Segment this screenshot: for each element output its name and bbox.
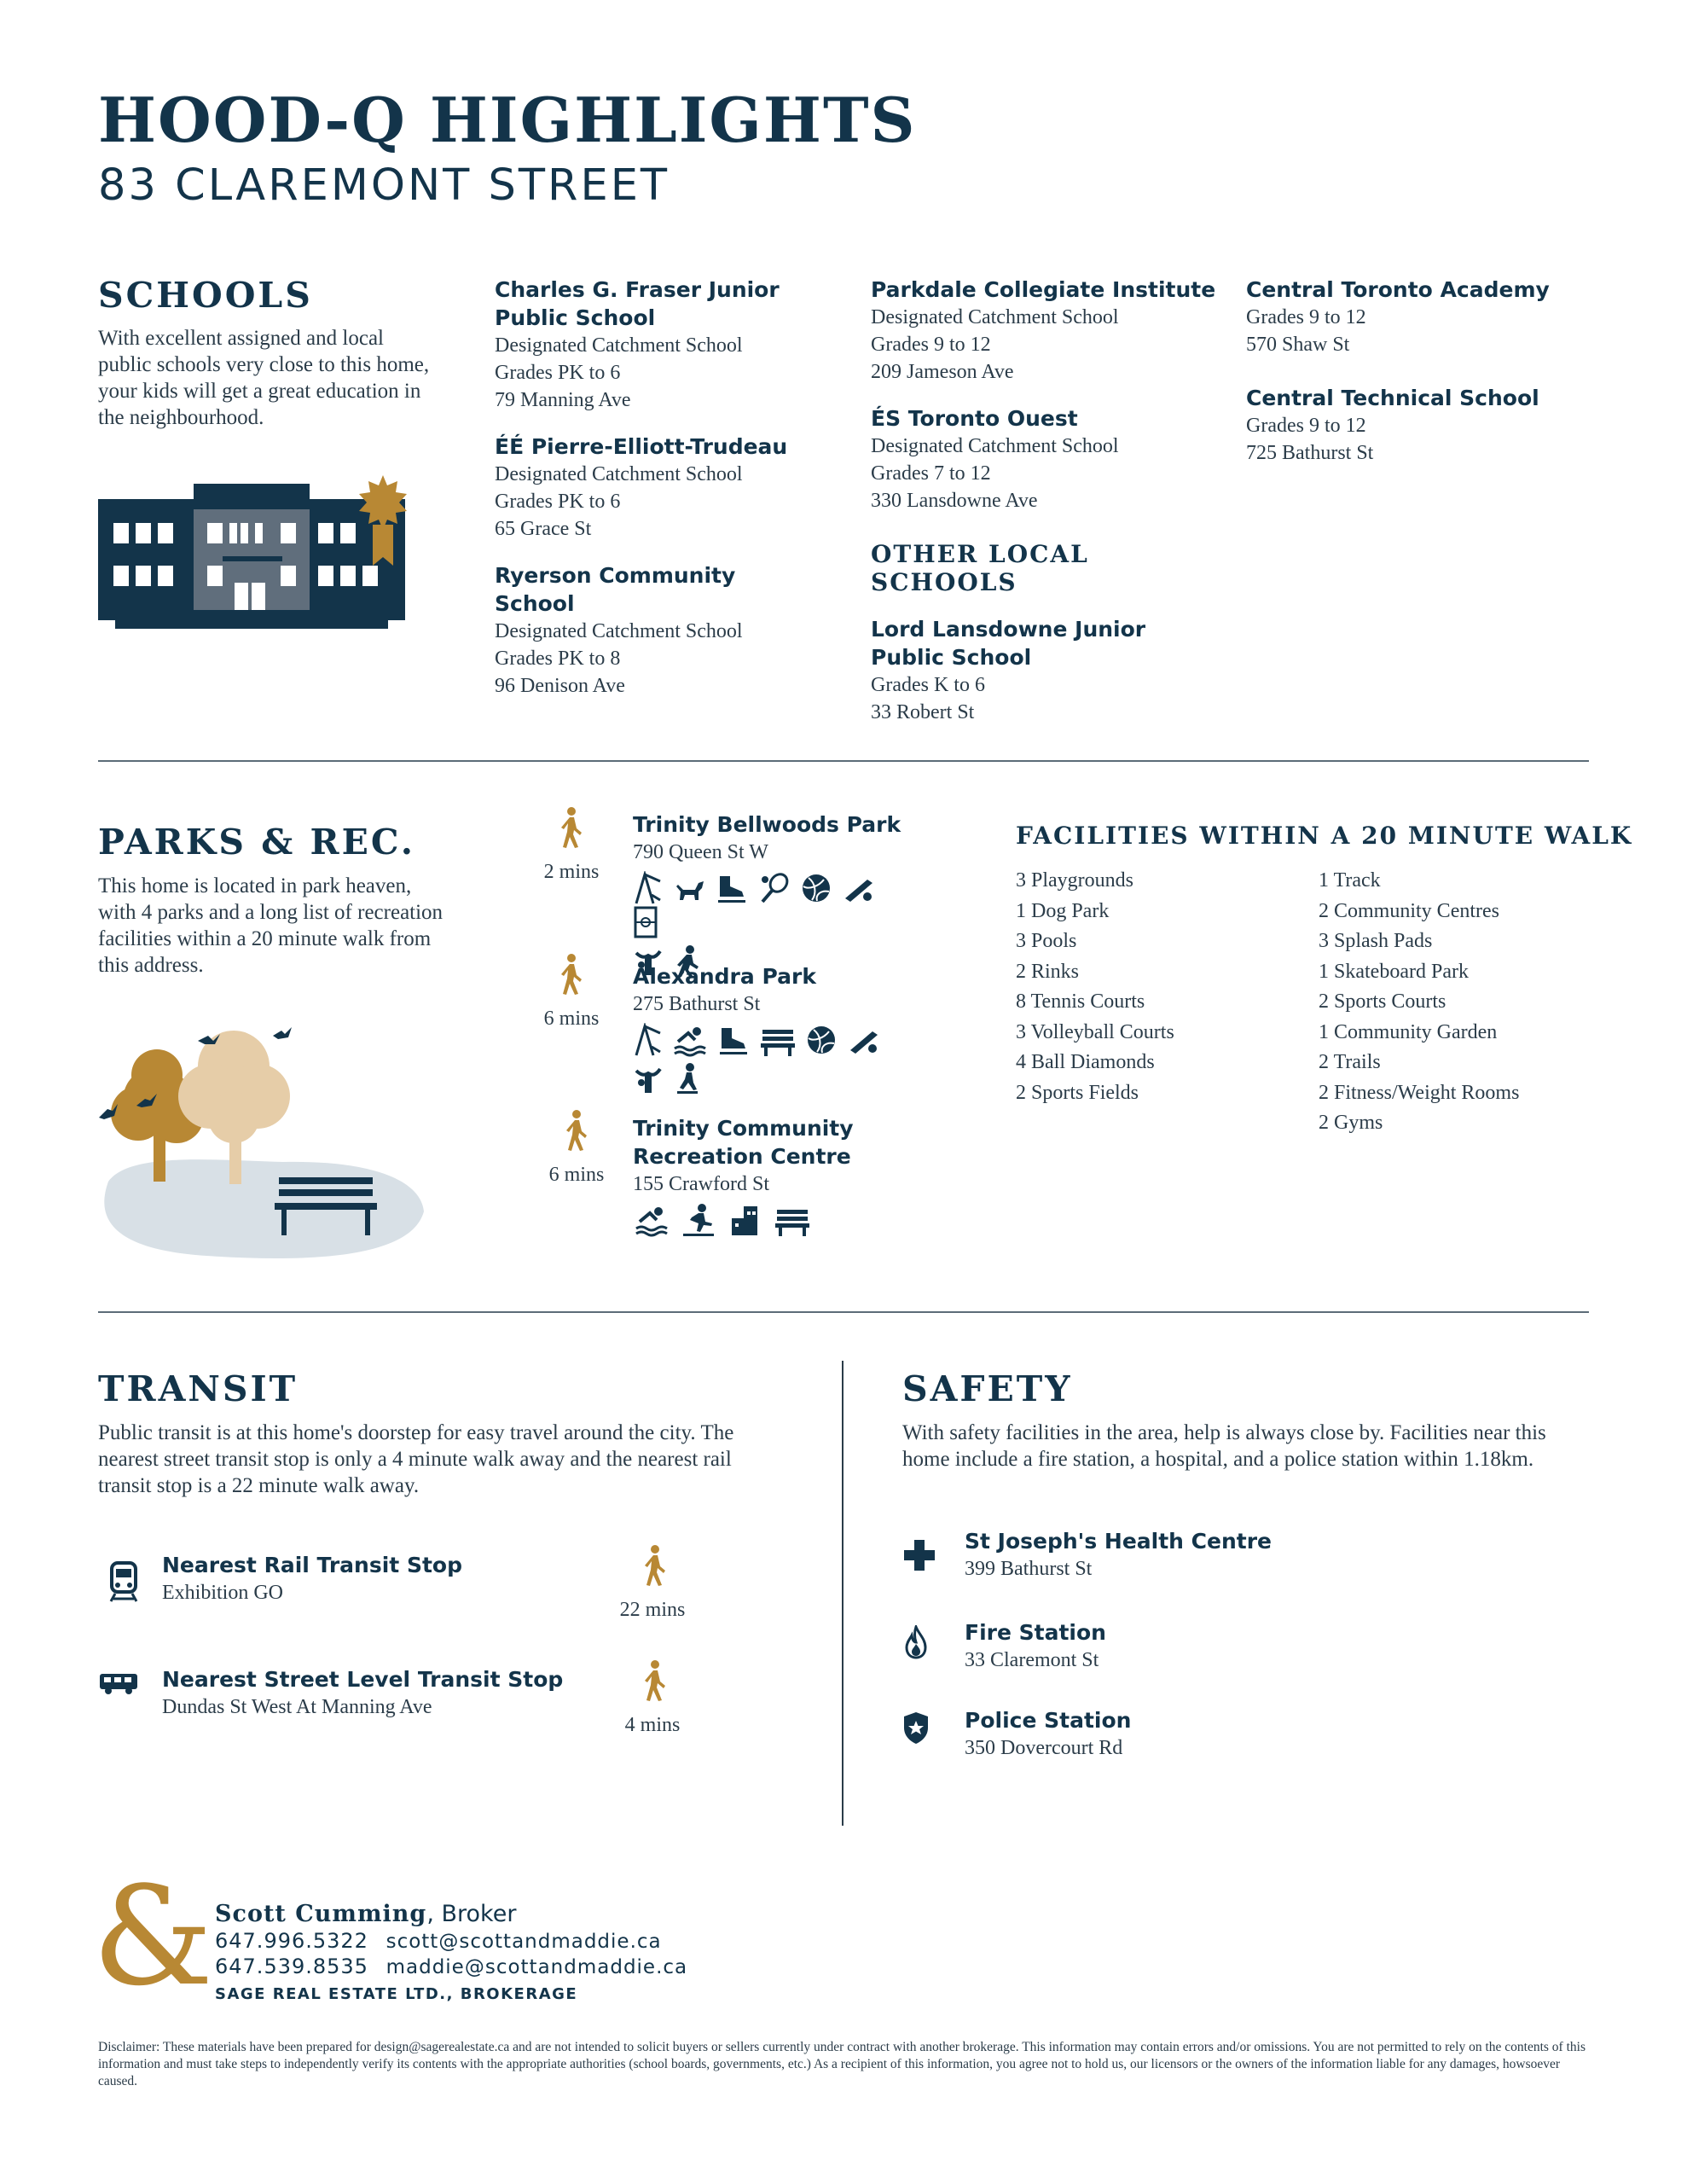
school-designation: Designated Catchment School	[871, 435, 1119, 457]
school-grades: Grades 7 to 12	[871, 462, 991, 485]
skating-rink-icon	[716, 1023, 751, 1057]
page-title: HOOD-Q HIGHLIGHTS	[98, 84, 917, 156]
tennis-icon	[758, 871, 791, 905]
facility-item: 8 Tennis Courts	[1016, 990, 1145, 1013]
amenity-icons	[633, 1023, 914, 1057]
facilities-list-right	[1319, 866, 1591, 1139]
facility-item: 1 Track	[1319, 869, 1381, 892]
facility-item: 1 Skateboard Park	[1319, 960, 1469, 983]
facilities-heading: FACILITIES WITHIN A 20 MINUTE WALK	[1016, 822, 1633, 850]
schools-column-1	[495, 276, 819, 700]
transit-stop-name: Dundas St West At Manning Ave	[162, 1696, 432, 1718]
agent-title: , Broker	[426, 1901, 517, 1927]
agent-name-line	[215, 1901, 687, 1927]
playground-icon	[633, 871, 664, 905]
transit-stop-name: Exhibition GO	[162, 1582, 283, 1604]
safety-place-name: St Joseph's Health Centre	[965, 1529, 1272, 1554]
school-name: Ryerson Community School	[495, 563, 736, 616]
facility-item: 3 Pools	[1016, 930, 1077, 952]
safety-place	[965, 1706, 1131, 1762]
school-grades: Grades PK to 6	[495, 491, 621, 513]
park-name: Alexandra Park	[633, 964, 816, 989]
school-address: 330 Lansdowne Ave	[871, 490, 1038, 512]
facility-item: 2 Rinks	[1016, 960, 1080, 983]
parks-heading: PARKS & REC.	[98, 822, 416, 863]
email-link[interactable]: scott@scottandmaddie.ca	[386, 1931, 662, 1953]
facility-item: 2 Sports Fields	[1016, 1081, 1139, 1104]
park-address: 275 Bathurst St	[633, 993, 761, 1015]
schools-column-2	[871, 276, 1229, 726]
fire-icon	[905, 1625, 927, 1659]
section-divider	[98, 760, 1589, 762]
volleyball-icon	[800, 871, 832, 905]
walking-person-icon	[556, 953, 585, 997]
fitness-icon	[680, 1203, 717, 1237]
park-address: 155 Crawford St	[633, 1173, 769, 1195]
school-entry	[871, 404, 1229, 514]
school-entry	[495, 561, 819, 700]
school-designation: Designated Catchment School	[495, 620, 743, 642]
facility-item: 4 Ball Diamonds	[1016, 1051, 1155, 1073]
transit-heading: TRANSIT	[98, 1368, 299, 1409]
school-designation: Designated Catchment School	[495, 463, 743, 485]
agent-contact	[215, 1901, 687, 2003]
safety-place-name: Fire Station	[965, 1620, 1106, 1645]
safety-place	[965, 1618, 1106, 1674]
other-schools-heading: OTHER LOCAL SCHOOLS	[871, 540, 1089, 596]
transit-description: Public transit is at this home's doorstep for easy travel around the city. The nearest street transit stop is only a 4 minute walk away and the nearest rail transit stop is a 22 minute walk away.	[98, 1421, 734, 1497]
bench-icon	[760, 1023, 796, 1057]
splash-pad-icon	[633, 1062, 665, 1096]
column-divider	[842, 1361, 844, 1826]
park-place	[633, 810, 914, 979]
section-divider	[98, 1311, 1589, 1313]
school-name: Lord Lansdowne Junior Public School	[871, 617, 1146, 670]
school-grades: Grades K to 6	[871, 674, 985, 696]
school-name: Charles G. Fraser Junior Public School	[495, 277, 780, 330]
transit-stop-label: Nearest Rail Transit Stop	[162, 1553, 462, 1577]
train-icon	[108, 1561, 139, 1602]
facility-item: 1 Dog Park	[1016, 899, 1110, 922]
bench-icon	[774, 1203, 811, 1237]
transit-stop-label: Nearest Street Level Transit Stop	[162, 1667, 564, 1692]
school-entry	[495, 433, 819, 543]
walking-person-icon	[556, 806, 585, 851]
walk-time: 2 mins	[543, 861, 600, 883]
school-name: Parkdale Collegiate Institute	[871, 277, 1216, 302]
safety-place	[965, 1527, 1272, 1583]
skateboard-icon	[675, 1062, 700, 1096]
facility-item: 1 Community Garden	[1319, 1020, 1498, 1043]
school-address: 65 Grace St	[495, 518, 592, 540]
safety-place-name: Police Station	[965, 1708, 1132, 1733]
school-name: Central Technical School	[1246, 386, 1539, 410]
community-centre-icon	[727, 1203, 764, 1237]
school-designation: Designated Catchment School	[871, 306, 1119, 328]
baseball-icon	[847, 1023, 881, 1057]
safety-place-address: 33 Claremont St	[965, 1649, 1099, 1671]
schools-heading: SCHOOLS	[98, 275, 313, 316]
schools-column-3	[1246, 276, 1587, 467]
safety-place-address: 399 Bathurst St	[965, 1558, 1093, 1580]
park-place	[633, 962, 914, 1096]
school-address: 725 Bathurst St	[1246, 442, 1374, 464]
skating-rink-icon	[715, 871, 749, 905]
sports-field-icon	[633, 905, 658, 939]
walk-time: 6 mins	[548, 1164, 605, 1186]
school-entry	[1246, 276, 1587, 358]
school-grades: Grades 9 to 12	[871, 334, 991, 356]
walking-person-icon	[640, 1544, 669, 1589]
school-name: ÉÉ Pierre-Elliott-Trudeau	[495, 434, 788, 459]
facility-item: 3 Volleyball Courts	[1016, 1020, 1174, 1043]
walking-person-icon	[640, 1659, 669, 1704]
property-address: 83 CLAREMONT STREET	[98, 160, 670, 211]
contact-line-1	[215, 1929, 687, 1953]
safety-description: With safety facilities in the area, help is always close by. Facilities near this home include a fire station, a hospital, and a police station within 1.18km.	[902, 1421, 1546, 1471]
pool-icon	[673, 1023, 707, 1057]
dog-park-icon	[673, 871, 705, 905]
phone-link[interactable]: 647.539.8535	[215, 1955, 368, 1978]
playground-icon	[633, 1023, 664, 1057]
school-entry	[495, 276, 819, 414]
school-address: 79 Manning Ave	[495, 389, 631, 411]
park-place	[633, 1114, 889, 1237]
facilities-list-left	[1016, 866, 1306, 1108]
brokerage-logo: &	[92, 1856, 214, 2016]
amenity-icons	[633, 1062, 914, 1096]
school-address: 209 Jameson Ave	[871, 361, 1014, 383]
bus-icon	[98, 1672, 139, 1696]
school-grades: Grades 9 to 12	[1246, 415, 1366, 437]
disclaimer: Disclaimer: These materials have been prepared for design@sagerealestate.ca and are not intended to solicit buyers or sellers currently under contract with another brokerage. This information may contain errors and/or omissions. You are not permitted to rely on the contents of this information and must take steps to independently verify its contents with the appropriate authorities (school boards, governments, etc.) As a recipient of this information, you agree not to hold us, our licensors or the owners of the information liable for any damages, howsoever caused.	[98, 2040, 1586, 2088]
school-grades: Grades 9 to 12	[1246, 306, 1366, 328]
walking-person-icon	[561, 1109, 590, 1153]
amenity-icons	[633, 871, 914, 939]
baseball-icon	[842, 871, 876, 905]
amenity-icons	[633, 1203, 889, 1237]
schools-description: With excellent assigned and local public schools very close to this home, your kids will get a great education in the neighbourhood.	[98, 327, 430, 429]
park-illustration	[96, 1015, 432, 1263]
school-designation: Designated Catchment School	[495, 334, 743, 357]
park-name: Trinity Community Recreation Centre	[633, 1116, 854, 1169]
school-address: 570 Shaw St	[1246, 334, 1350, 356]
school-grades: Grades PK to 6	[495, 362, 621, 384]
park-address: 790 Queen St W	[633, 841, 768, 863]
park-name: Trinity Bellwoods Park	[633, 812, 901, 837]
safety-place-address: 350 Dovercourt Rd	[965, 1737, 1123, 1759]
facility-item: 2 Community Centres	[1319, 899, 1499, 922]
school-address: 33 Robert St	[871, 701, 975, 723]
email-link[interactable]: maddie@scottandmaddie.ca	[386, 1956, 688, 1978]
volleyball-icon	[805, 1023, 838, 1057]
walk-time: 22 mins	[619, 1599, 686, 1621]
street-transit-stop	[162, 1665, 563, 1721]
facility-item: 2 Trails	[1319, 1051, 1381, 1073]
school-entry	[871, 615, 1152, 726]
phone-link[interactable]: 647.996.5322	[215, 1929, 368, 1953]
facility-item: 2 Gyms	[1319, 1112, 1383, 1134]
parks-description: This home is located in park heaven, with 4 parks and a long list of recreation facilities within a 20 minute walk from this address.	[98, 874, 443, 977]
walk-time: 4 mins	[624, 1714, 681, 1736]
safety-heading: SAFETY	[902, 1368, 1073, 1409]
facility-item: 3 Playgrounds	[1016, 869, 1133, 892]
facility-item: 3 Splash Pads	[1319, 930, 1433, 952]
contact-line-2	[215, 1955, 687, 1978]
hospital-cross-icon	[902, 1538, 936, 1572]
school-name: ÉS Toronto Ouest	[871, 406, 1078, 431]
school-name: Central Toronto Academy	[1246, 277, 1550, 302]
pool-icon	[633, 1203, 670, 1237]
school-address: 96 Denison Ave	[495, 675, 625, 697]
facility-item: 2 Sports Courts	[1319, 990, 1446, 1013]
school-building-illustration	[98, 473, 426, 631]
school-entry	[871, 276, 1229, 386]
facility-item: 2 Fitness/Weight Rooms	[1319, 1081, 1520, 1104]
agent-name: Scott Cumming	[215, 1901, 427, 1927]
walk-time: 6 mins	[543, 1008, 600, 1030]
school-entry	[1246, 384, 1587, 467]
rail-transit-stop	[162, 1551, 462, 1606]
brokerage-name: SAGE REAL ESTATE LTD., BROKERAGE	[215, 1985, 578, 2003]
school-grades: Grades PK to 8	[495, 648, 621, 670]
police-badge-icon	[902, 1711, 930, 1745]
